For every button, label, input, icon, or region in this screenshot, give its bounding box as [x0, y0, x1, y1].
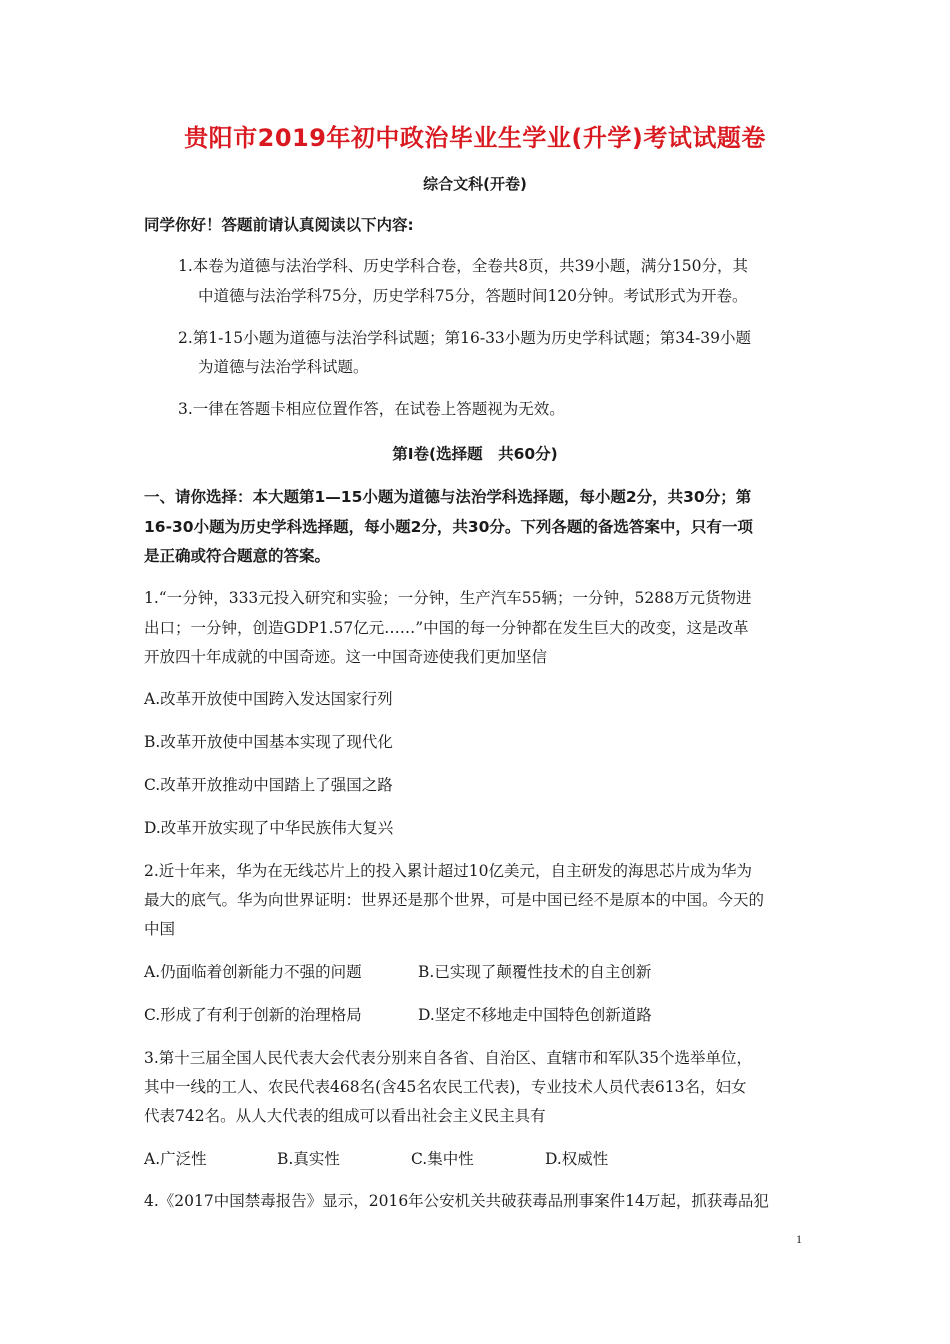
question-3-option-a: A.广泛性 [144, 1150, 207, 1168]
note-1-line-2: 中道德与法治学科75分，历史学科75分，答题时间120分钟。考试形式为开卷。 [198, 287, 748, 305]
question-2-option-b: B.已实现了颠覆性技术的自主创新 [418, 963, 652, 981]
question-3-stem-line-3: 代表742名。从人大代表的组成可以看出社会主义民主具有 [144, 1107, 546, 1125]
question-1-stem-line-3: 开放四十年成就的中国奇迹。这一中国奇迹使我们更加坚信 [144, 648, 548, 666]
note-3-line-1: 3.一律在答题卡相应位置作答，在试卷上答题视为无效。 [178, 400, 565, 418]
question-3-option-d: D.权威性 [545, 1150, 609, 1168]
section-instruction-line-2: 16-30小题为历史学科选择题，每小题2分，共30分。下列各题的备选答案中，只有一项 [144, 518, 753, 536]
question-2-stem-line-3: 中国 [144, 920, 176, 938]
note-2-line-1: 2.第1-15小题为道德与法治学科试题；第16-33小题为历史学科试题；第34-39小题 [178, 329, 751, 347]
question-3-stem-line-2: 其中一线的工人、农民代表468名(含45名农民工代表)，专业技术人员代表613名，妇女 [144, 1078, 747, 1096]
exam-title: 贵阳市2019年初中政治毕业生学业(升学)考试试题卷 [184, 124, 766, 152]
section-title: 第Ⅰ卷(选择题 共60分) [392, 445, 558, 463]
section-instruction-line-1: 一、请你选择：本大题第1—15小题为道德与法治学科选择题，每小题2分，共30分；第 [144, 488, 752, 506]
question-2-option-c: C.形成了有利于创新的治理格局 [144, 1006, 362, 1024]
question-1-option-b: B.改革开放使中国基本实现了现代化 [144, 733, 393, 751]
question-2-stem-line-2: 最大的底气。华为向世界证明：世界还是那个世界，可是中国已经不是原本的中国。今天的 [144, 891, 765, 909]
question-1-stem-line-1: 1.“一分钟，333元投入研究和实验；一分钟，生产汽车55辆；一分钟，5288万元货物进 [144, 589, 752, 607]
question-3-stem-line-1: 3.第十三届全国人民代表大会代表分别来自各省、自治区、直辖市和军队35个选举单位， [144, 1049, 753, 1067]
question-1-option-c: C.改革开放推动中国踏上了强国之路 [144, 776, 393, 794]
question-4-stem-line-1: 4.《2017中国禁毒报告》显示，2016年公安机关共破获毒品刑事案件14万起，抓获毒品犯 [144, 1192, 769, 1210]
question-1-stem-line-2: 出口；一分钟，创造GDP1.57亿元……”中国的每一分钟都在发生巨大的改变，这是改革 [144, 619, 749, 637]
question-2-option-d: D.坚定不移地走中国特色创新道路 [418, 1006, 652, 1024]
section-instruction-line-3: 是正确或符合题意的答案。 [144, 547, 331, 565]
question-2-stem-line-1: 2.近十年来，华为在无线芯片上的投入累计超过10亿美元，自主研发的海思芯片成为华为 [144, 862, 753, 880]
question-3-option-c: C.集中性 [411, 1150, 474, 1168]
question-1-option-d: D.改革开放实现了中华民族伟大复兴 [144, 819, 394, 837]
note-1-line-1: 1.本卷为道德与法治学科、历史学科合卷，全卷共8页，共39小题，满分150分，其 [178, 257, 748, 275]
exam-subtitle: 综合文科(开卷) [423, 175, 527, 193]
question-2-option-a: A.仍面临着创新能力不强的问题 [144, 963, 362, 981]
question-3-option-b: B.真实性 [277, 1150, 340, 1168]
greeting-text: 同学你好！答题前请认真阅读以下内容: [144, 216, 414, 234]
note-2-line-2: 为道德与法治学科试题。 [198, 358, 369, 376]
page-number: 1 [796, 1232, 802, 1246]
question-1-option-a: A.改革开放使中国跨入发达国家行列 [144, 690, 393, 708]
